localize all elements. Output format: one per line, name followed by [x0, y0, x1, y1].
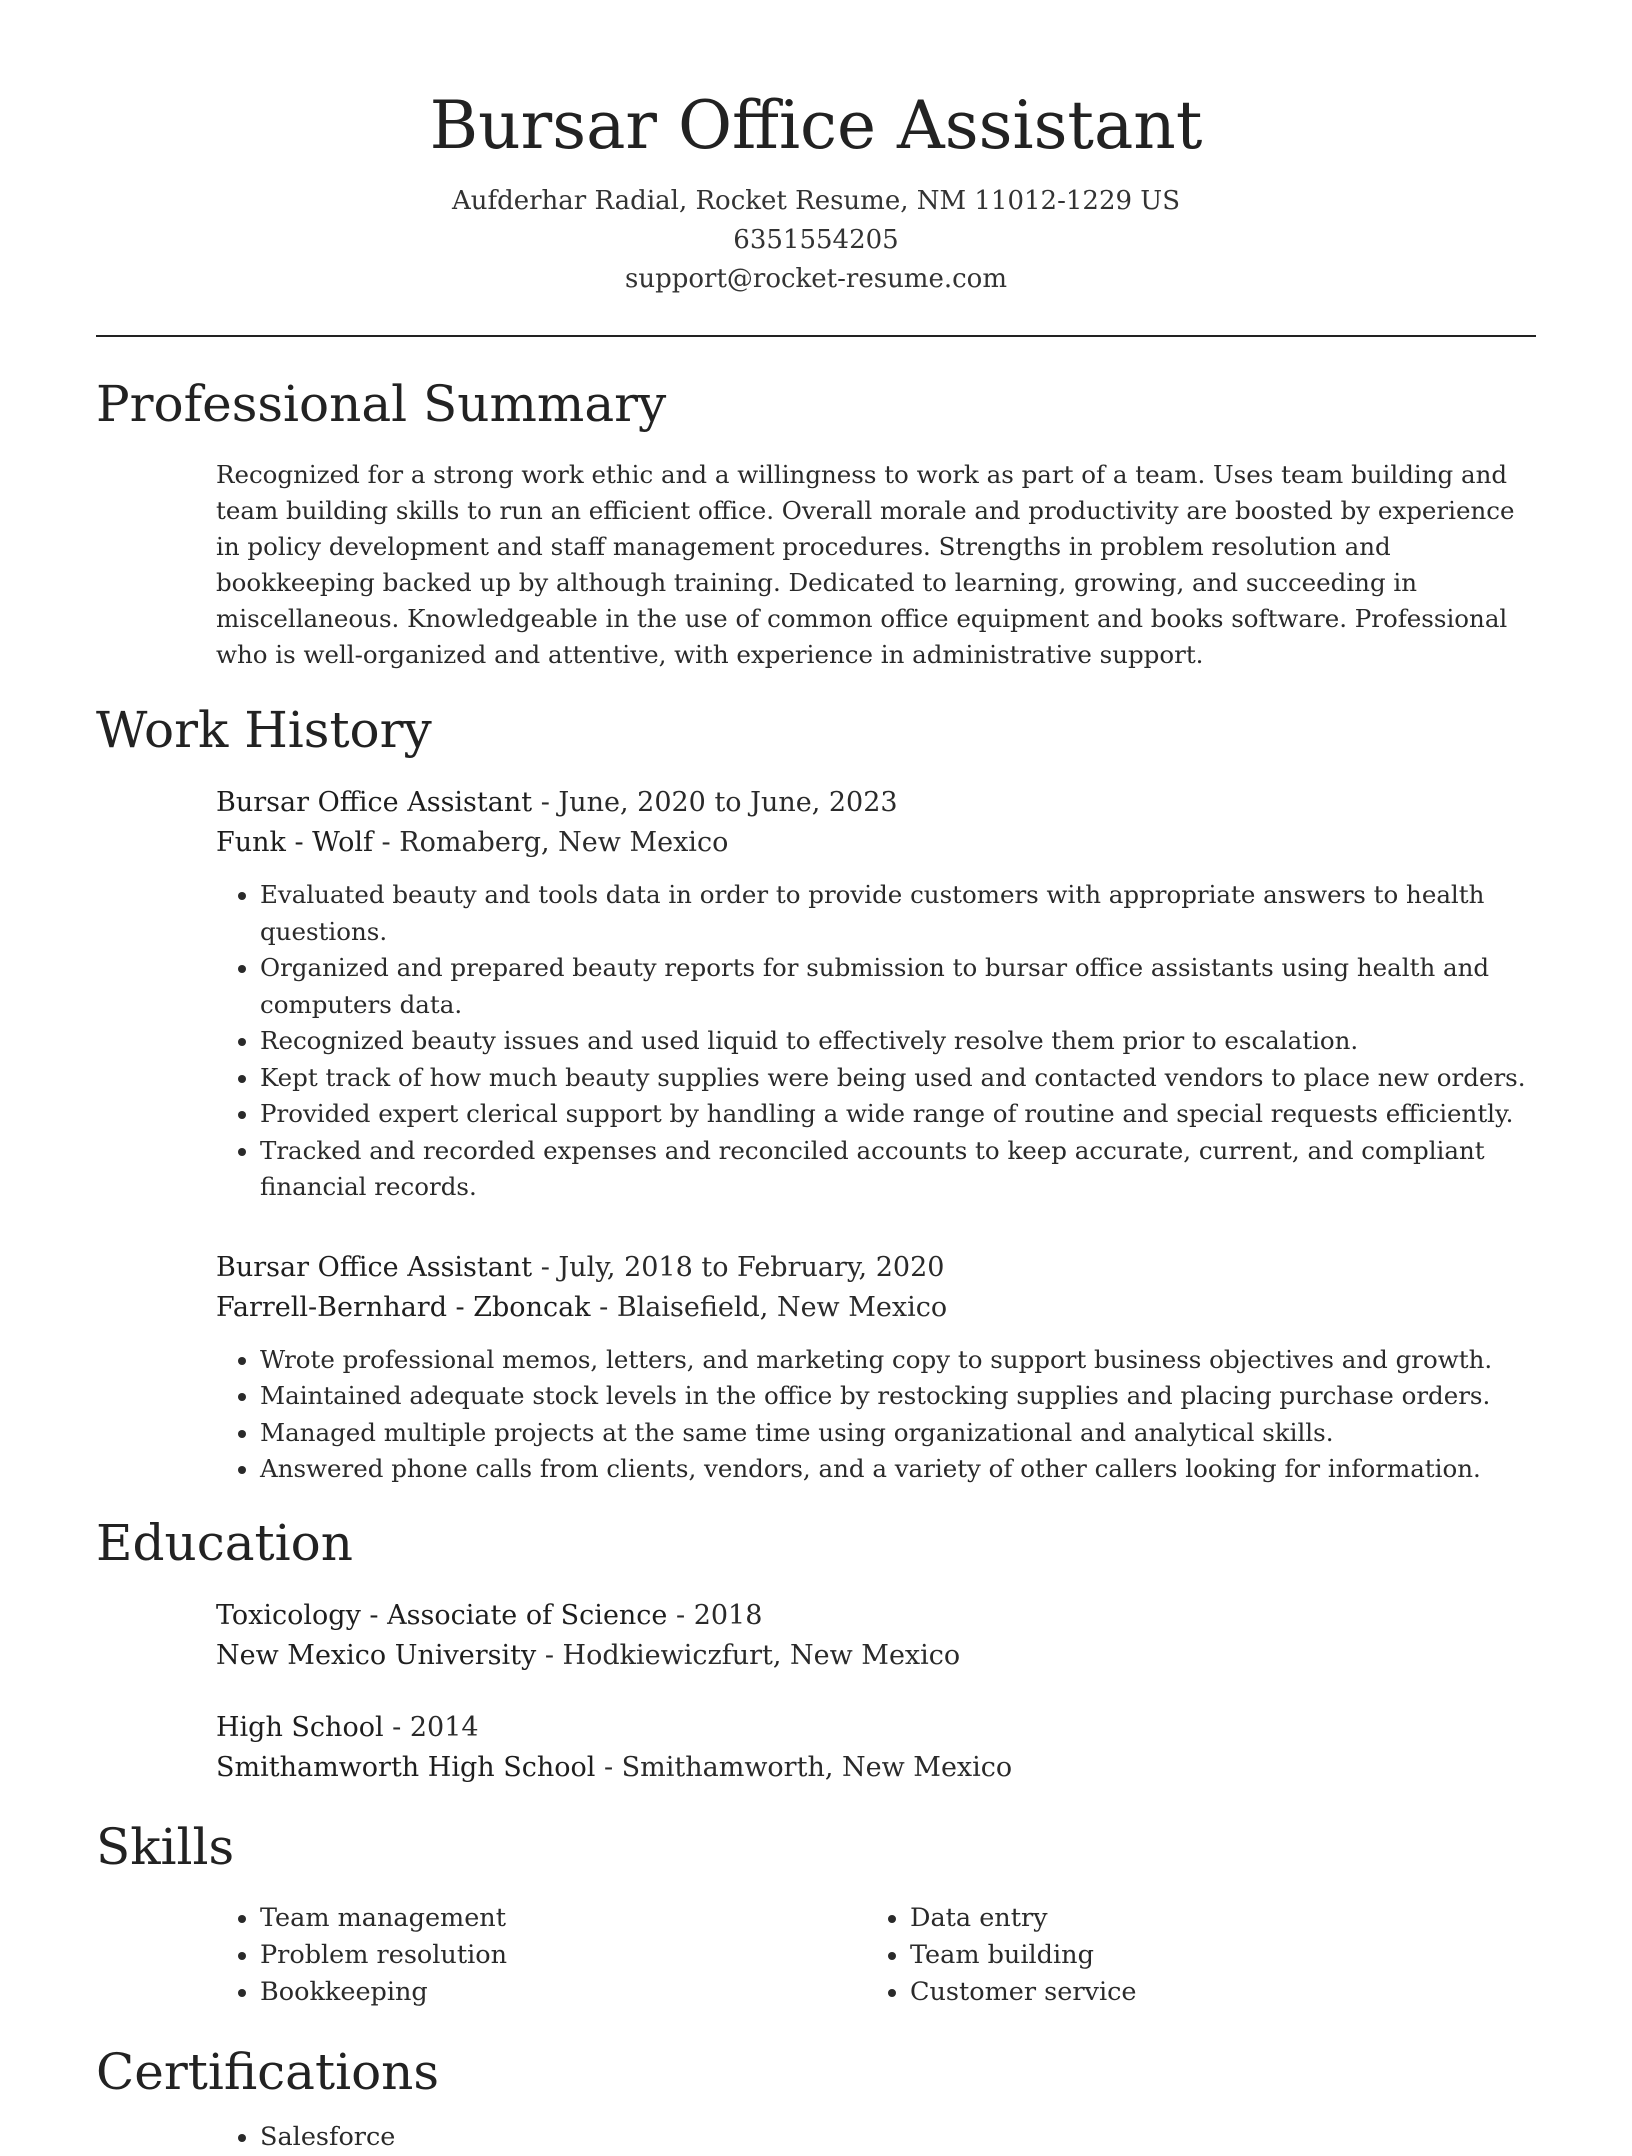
list-item: • Organized and prepared beauty reports for submission to bursar office assistants using health and computers data.	[260, 950, 1536, 1023]
email: support@rocket-resume.com	[624, 264, 1007, 294]
school-location: - Smithamworth, New Mexico	[595, 1751, 1013, 1783]
certifications-list	[216, 2119, 866, 2156]
list-item: • Problem resolution	[260, 1937, 866, 1974]
list-item: • Tracked and recorded expenses and reconciled accounts to keep accurate, current, and compliant financial records.	[260, 1133, 1536, 1206]
address: Aufderhar Radial, Rocket Resume, NM 11012-1229 US	[451, 186, 1181, 216]
school-name: New Mexico University	[216, 1639, 537, 1671]
job-employer: Funk - Wolf	[216, 827, 373, 858]
list-item: • Data entry	[910, 1900, 1516, 1937]
school-line	[216, 1748, 1536, 1788]
degree-line	[216, 1708, 1536, 1748]
list-item: • Bookkeeping	[260, 1974, 866, 2011]
job-dates: - June, 2020 to June, 2023	[532, 787, 898, 818]
job-location: - Blaisefield, New Mexico	[590, 1291, 948, 1323]
list-item: • Maintained adequate stock levels in the office by restocking supplies and placing purchase orders.	[260, 1378, 1536, 1415]
list-item: • Team management	[260, 1900, 866, 1937]
job-employer-line	[216, 1288, 1536, 1328]
list-item: • Customer service	[910, 1974, 1516, 2011]
job-dates: - July, 2018 to February, 2020	[532, 1251, 945, 1283]
degree: High School	[216, 1711, 384, 1743]
list-item: • Evaluated beauty and tools data in order to provide customers with appropriate answers to health questions.	[260, 877, 1536, 950]
phone: 6351554205	[733, 225, 899, 255]
degree-line	[216, 1596, 1536, 1636]
job-entry	[216, 783, 1536, 1206]
work-history-title: Work History	[96, 701, 432, 759]
job-employer: Farrell-Bernhard - Zboncak	[216, 1291, 591, 1323]
list-item: • Team building	[910, 1937, 1516, 1974]
certifications-title: Certifications	[96, 2042, 440, 2101]
list-item: • Provided expert clerical support by handling a wide range of routine and special requests efficiently.	[260, 1096, 1536, 1133]
skills-title: Skills	[96, 1817, 235, 1876]
list-item: • Managed multiple projects at the same time using organizational and analytical skills.	[260, 1415, 1536, 1452]
school-name: Smithamworth High School	[216, 1751, 596, 1783]
education-entry	[216, 1596, 1536, 1676]
summary-section	[96, 373, 1536, 673]
resume-header	[96, 0, 1536, 299]
education-entry	[216, 1708, 1536, 1788]
candidate-name: Bursar Office Assistant	[429, 87, 1203, 164]
list-item: • Salesforce	[260, 2119, 866, 2156]
job-location: - Romaberg, New Mexico	[372, 827, 729, 858]
education-section	[96, 1512, 1536, 1788]
school-location: - Hodkiewiczfurt, New Mexico	[536, 1639, 961, 1671]
summary-title: Professional Summary	[96, 375, 667, 433]
skills-section	[96, 1816, 1536, 2011]
graduation-year: - 2018	[667, 1599, 763, 1631]
list-item: • Wrote professional memos, letters, and marketing copy to support business objectives and growth.	[260, 1342, 1536, 1379]
job-employer-line	[216, 823, 1536, 863]
skills-list-right	[866, 1900, 1516, 2011]
education-title: Education	[96, 1513, 353, 1572]
summary-text: Recognized for a strong work ethic and a willingness to work as part of a team. Uses team building and team building skills to run an efficient office. Overall morale and productivity are boosted by experience in policy development and staff management procedures. Strengths in problem resolution and bookkeeping backed up by although training. Dedicated to learning, growing, and succeeding in miscellaneous. Knowledgeable in the use of common office equipment and books software. Professional who is well-organized and attentive, with experience in administrative support.	[216, 460, 1515, 669]
degree: Toxicology - Associate of Science	[216, 1599, 668, 1631]
school-line	[216, 1636, 1536, 1676]
work-history-section	[96, 699, 1536, 1488]
certifications-section	[96, 2041, 1536, 2156]
list-item: • Recognized beauty issues and used liquid to effectively resolve them prior to escalation.	[260, 1023, 1536, 1060]
job-position: Bursar Office Assistant	[216, 787, 533, 818]
job-position: Bursar Office Assistant	[216, 1251, 533, 1283]
list-item: • Kept track of how much beauty supplies were being used and contacted vendors to place new orders.	[260, 1060, 1536, 1097]
graduation-year: - 2014	[383, 1711, 479, 1743]
job-bullets	[216, 1342, 1536, 1488]
job-title-line	[216, 783, 1536, 823]
header-divider	[96, 335, 1536, 337]
job-bullets	[216, 877, 1536, 1206]
skills-list-left	[216, 1900, 866, 2011]
job-entry	[216, 1248, 1536, 1488]
list-item: • Answered phone calls from clients, vendors, and a variety of other callers looking for information.	[260, 1451, 1536, 1488]
job-title-line	[216, 1248, 1536, 1288]
